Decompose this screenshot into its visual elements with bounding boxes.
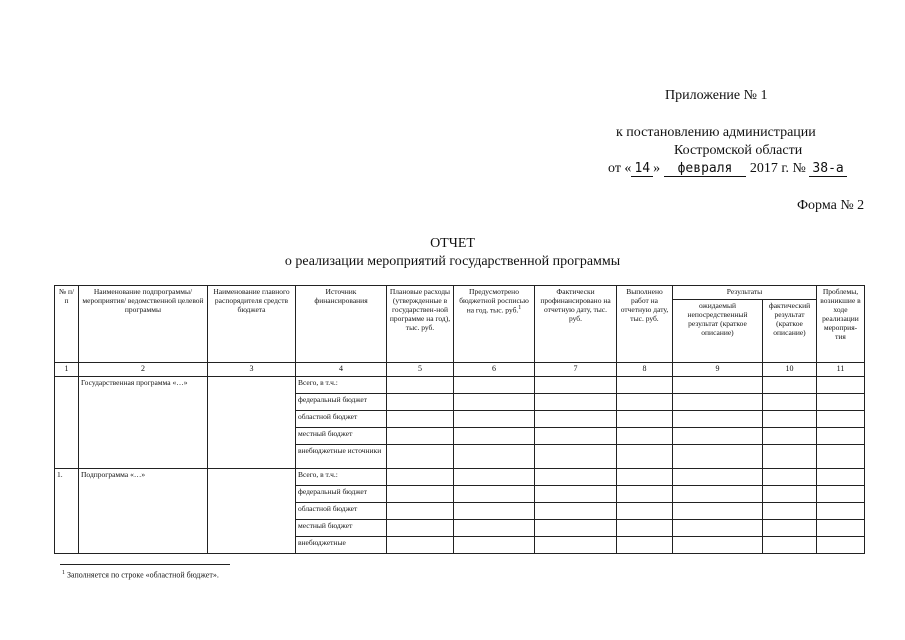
cell-actual [535, 537, 617, 554]
cell-problems [817, 537, 865, 554]
cell-factual [763, 486, 817, 503]
cell-actual [535, 394, 617, 411]
header-done: Выполнено работ на отчетную дату, тыс. руб. [617, 286, 673, 363]
cell-done [617, 537, 673, 554]
cell-expected [673, 394, 763, 411]
cell-budget [454, 503, 535, 520]
row-admin [208, 469, 296, 554]
report-subtitle: о реализации мероприятий государственной программы [284, 254, 621, 269]
cell-done [617, 486, 673, 503]
cell-done [617, 503, 673, 520]
cell-problems [817, 377, 865, 394]
cell-expected [673, 520, 763, 537]
cell-budget [454, 520, 535, 537]
cell-budget [454, 537, 535, 554]
cell-factual [763, 469, 817, 486]
cell-actual [535, 469, 617, 486]
cell-done [617, 377, 673, 394]
header-source: Источник финансирования [296, 286, 387, 363]
header-planned: Плановые расходы (утвержденные в государствен-ной программе на год), тыс. руб. [387, 286, 454, 363]
form-number: Форма № 2 [797, 198, 865, 213]
cell-actual [535, 428, 617, 445]
cell-expected [673, 411, 763, 428]
row-source: Всего, в т.ч.: [296, 469, 387, 486]
cell-problems [817, 411, 865, 428]
cell-factual [763, 411, 817, 428]
decree-date-line [608, 161, 847, 177]
col-number: 5 [387, 363, 454, 377]
decree-line-1: к постановлению администрации [616, 125, 816, 140]
cell-planned [387, 469, 454, 486]
row-source: федеральный бюджет [296, 486, 387, 503]
decree-quote-close: » [653, 161, 661, 176]
table-row [55, 469, 865, 486]
cell-done [617, 394, 673, 411]
cell-budget [454, 445, 535, 469]
cell-expected [673, 469, 763, 486]
cell-budget [454, 428, 535, 445]
cell-factual [763, 377, 817, 394]
col-number: 2 [79, 363, 208, 377]
cell-done [617, 469, 673, 486]
decree-line-2: Костромской области [674, 143, 803, 158]
row-num: 1. [55, 469, 79, 554]
row-source: местный бюджет [296, 520, 387, 537]
col-number: 7 [535, 363, 617, 377]
cell-actual [535, 445, 617, 469]
decree-from: от « [608, 161, 632, 176]
row-source: федеральный бюджет [296, 394, 387, 411]
report-title: ОТЧЕТ [430, 236, 475, 251]
col-number: 4 [296, 363, 387, 377]
cell-problems [817, 428, 865, 445]
row-source: областной бюджет [296, 411, 387, 428]
cell-expected [673, 428, 763, 445]
footnote-divider [60, 564, 230, 565]
cell-planned [387, 445, 454, 469]
cell-expected [673, 537, 763, 554]
cell-expected [673, 445, 763, 469]
cell-factual [763, 537, 817, 554]
cell-done [617, 428, 673, 445]
cell-factual [763, 445, 817, 469]
appendix-title: Приложение № 1 [665, 88, 768, 103]
decree-month: февраля [664, 161, 747, 177]
decree-year: 2017 г. № [749, 161, 806, 176]
cell-done [617, 520, 673, 537]
cell-planned [387, 394, 454, 411]
row-num [55, 377, 79, 469]
col-number: 11 [817, 363, 865, 377]
footnote [62, 570, 219, 580]
cell-actual [535, 377, 617, 394]
cell-actual [535, 411, 617, 428]
cell-budget [454, 394, 535, 411]
cell-budget [454, 377, 535, 394]
header-admin: Наименование главного распорядителя средств бюджета [208, 286, 296, 363]
row-name: Государственная программа «…» [79, 377, 208, 469]
cell-factual [763, 394, 817, 411]
header-results: Результаты [673, 286, 817, 300]
cell-budget [454, 486, 535, 503]
header-expected: ожидаемый непосредственный результат (краткое описание) [673, 300, 763, 363]
cell-done [617, 445, 673, 469]
cell-planned [387, 486, 454, 503]
cell-problems [817, 469, 865, 486]
footnote-marker: 1 [62, 570, 65, 576]
cell-expected [673, 486, 763, 503]
cell-planned [387, 537, 454, 554]
header-actual: Фактически профинансировано на отчетную дату, тыс. руб. [535, 286, 617, 363]
decree-day: 14 [631, 161, 653, 177]
col-number: 3 [208, 363, 296, 377]
row-name: Подпрограмма «…» [79, 469, 208, 554]
header-name: Наименование подпрограммы/мероприятия/ ведомственной целевой программы [79, 286, 208, 363]
cell-expected [673, 377, 763, 394]
header-num: № п/п [55, 286, 79, 363]
cell-actual [535, 503, 617, 520]
decree-number: 38-а [809, 161, 846, 177]
row-admin [208, 377, 296, 469]
cell-planned [387, 411, 454, 428]
col-number: 6 [454, 363, 535, 377]
table-row [55, 377, 865, 394]
header-factual: фактический результат (краткое описание) [763, 300, 817, 363]
cell-expected [673, 503, 763, 520]
cell-problems [817, 445, 865, 469]
cell-factual [763, 503, 817, 520]
cell-problems [817, 394, 865, 411]
cell-done [617, 411, 673, 428]
cell-planned [387, 428, 454, 445]
row-source: местный бюджет [296, 428, 387, 445]
cell-planned [387, 520, 454, 537]
cell-budget [454, 469, 535, 486]
footnote-text: Заполняется по строке «областной бюджет». [67, 570, 219, 580]
col-number: 9 [673, 363, 763, 377]
cell-problems [817, 486, 865, 503]
row-source: внебюджетные [296, 537, 387, 554]
cell-budget [454, 411, 535, 428]
col-number: 1 [55, 363, 79, 377]
row-source: внебюджетные источники [296, 445, 387, 469]
header-budget [454, 286, 535, 363]
column-numbers-row [55, 363, 865, 377]
row-source: областной бюджет [296, 503, 387, 520]
cell-planned [387, 377, 454, 394]
col-number: 10 [763, 363, 817, 377]
cell-planned [387, 503, 454, 520]
row-source: Всего, в т.ч.: [296, 377, 387, 394]
header-budget-text: Предусмотрено бюджетной росписью на год, тыс. руб. [459, 287, 529, 315]
report-table [54, 285, 865, 554]
cell-actual [535, 520, 617, 537]
header-budget-footnote-marker: 1 [518, 305, 522, 311]
cell-actual [535, 486, 617, 503]
col-number: 8 [617, 363, 673, 377]
cell-factual [763, 428, 817, 445]
cell-problems [817, 503, 865, 520]
header-problems: Проблемы, возникшие в ходе реализации мероприя-тия [817, 286, 865, 363]
cell-problems [817, 520, 865, 537]
cell-factual [763, 520, 817, 537]
